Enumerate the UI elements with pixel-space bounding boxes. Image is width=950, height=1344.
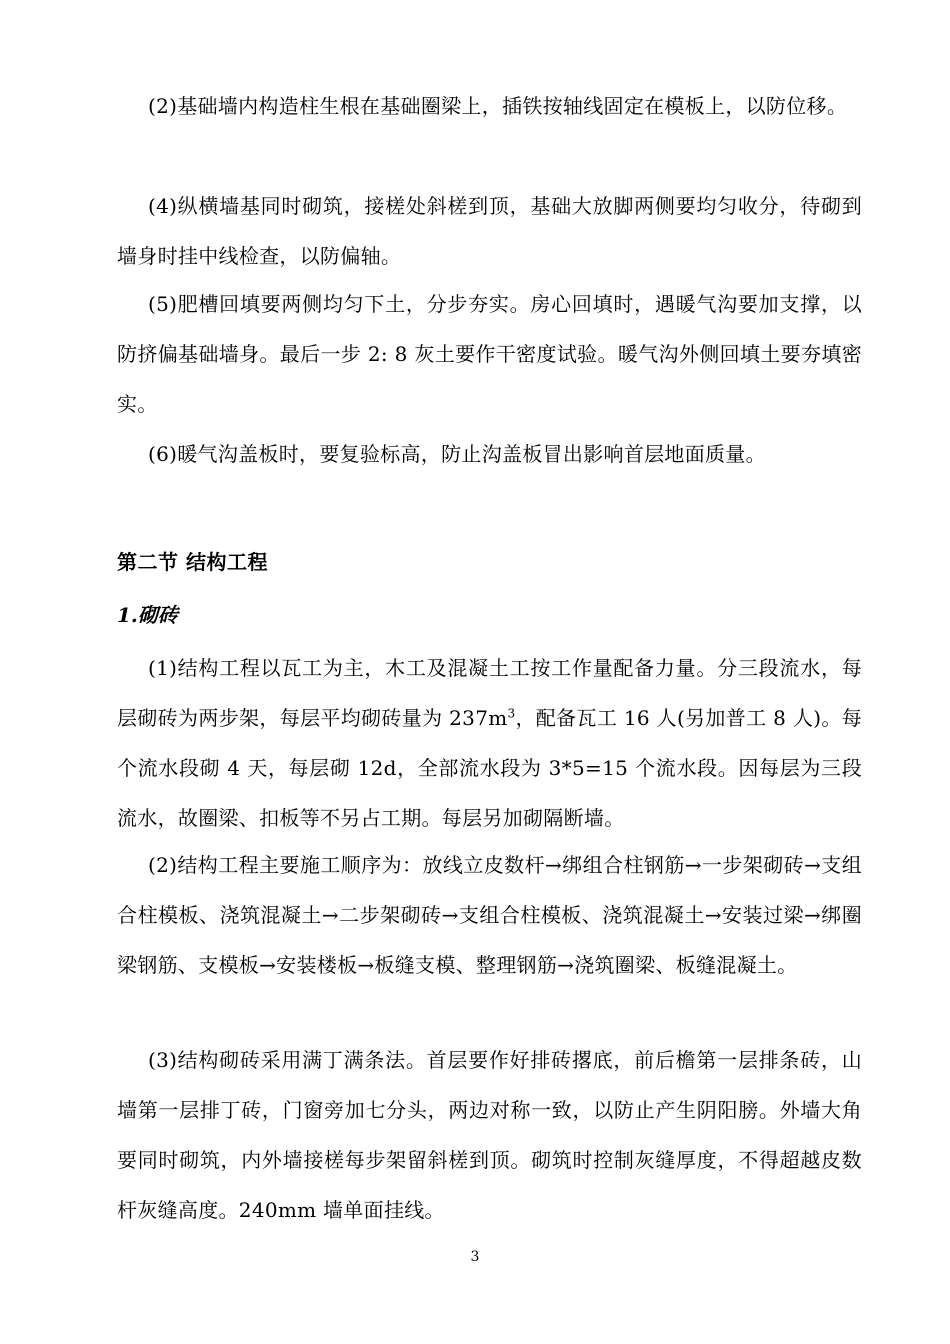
paragraph-backfill: (5)肥槽回填要两侧均匀下土，分步夯实。房心回填时，遇暖气沟要加支撑，以防挤偏基础墙身。最后一步 2: 8 灰土要作干密度试验。暖气沟外侧回填土要夯填密实。 [117, 292, 862, 416]
paragraph-text-part: (1)结构工程以瓦工为主，木工及混凝土工按工作量配备力量。分三段流水，每层砌砖为两步架，每层平均砌砖量为 237m [117, 656, 862, 730]
subsection-title: 1.砌砖 [117, 603, 178, 627]
paragraph-wall-base: (4)纵横墙基同时砌筑，接槎处斜槎到顶，基础大放脚两侧要均匀收分，待砌到墙身时挂中线检查，以防偏轴。 [117, 194, 862, 268]
paragraph-masonry-organization [117, 643, 862, 843]
superscript-cubic: 3 [507, 706, 516, 721]
paragraph-bricklaying-method: (3)结构砌砖采用满丁满条法。首层要作好排砖撂底，前后檐第一层排条砖，山墙第一层排丁砖，门窗旁加七分头，两边对称一致，以防止产生阴阳膀。外墙大角要同时砌筑，内外墙接槎每步架留斜槎到顶。砌筑时控制灰缝厚度，不得超越皮数杆灰缝高度。240mm 墙单面挂线。 [117, 1048, 862, 1222]
paragraph-construction-sequence: (2)结构工程主要施工顺序为：放线立皮数杆→绑组合柱钢筋→一步架砌砖→支组合柱模板、浇筑混凝土→二步架砌砖→支组合柱模板、浇筑混凝土→安装过梁→绑圈梁钢筋、支模板→安装楼板→板缝支模、整理钢筋→浇筑圈梁、板缝混凝土。 [117, 853, 862, 977]
paragraph-text-part: ，配备瓦工 16 人(另加普工 8 人)。每个流水段砌 4 天，每层砌 12d，全部流水段为 3*5=15 个流水段。因每层为三段流水，故圈梁、扣板等不另占工期。每层另加砌隔断墙。 [117, 706, 862, 830]
paragraph-foundation-column: (2)基础墙内构造柱生根在基础圈梁上，插铁按轴线固定在模板上，以防位移。 [148, 94, 848, 118]
paragraph-trench-cover: (6)暖气沟盖板时，要复验标高，防止沟盖板冒出影响首层地面质量。 [148, 442, 766, 466]
section-title: 第二节 结构工程 [117, 550, 268, 574]
page-number: 3 [470, 1249, 480, 1265]
